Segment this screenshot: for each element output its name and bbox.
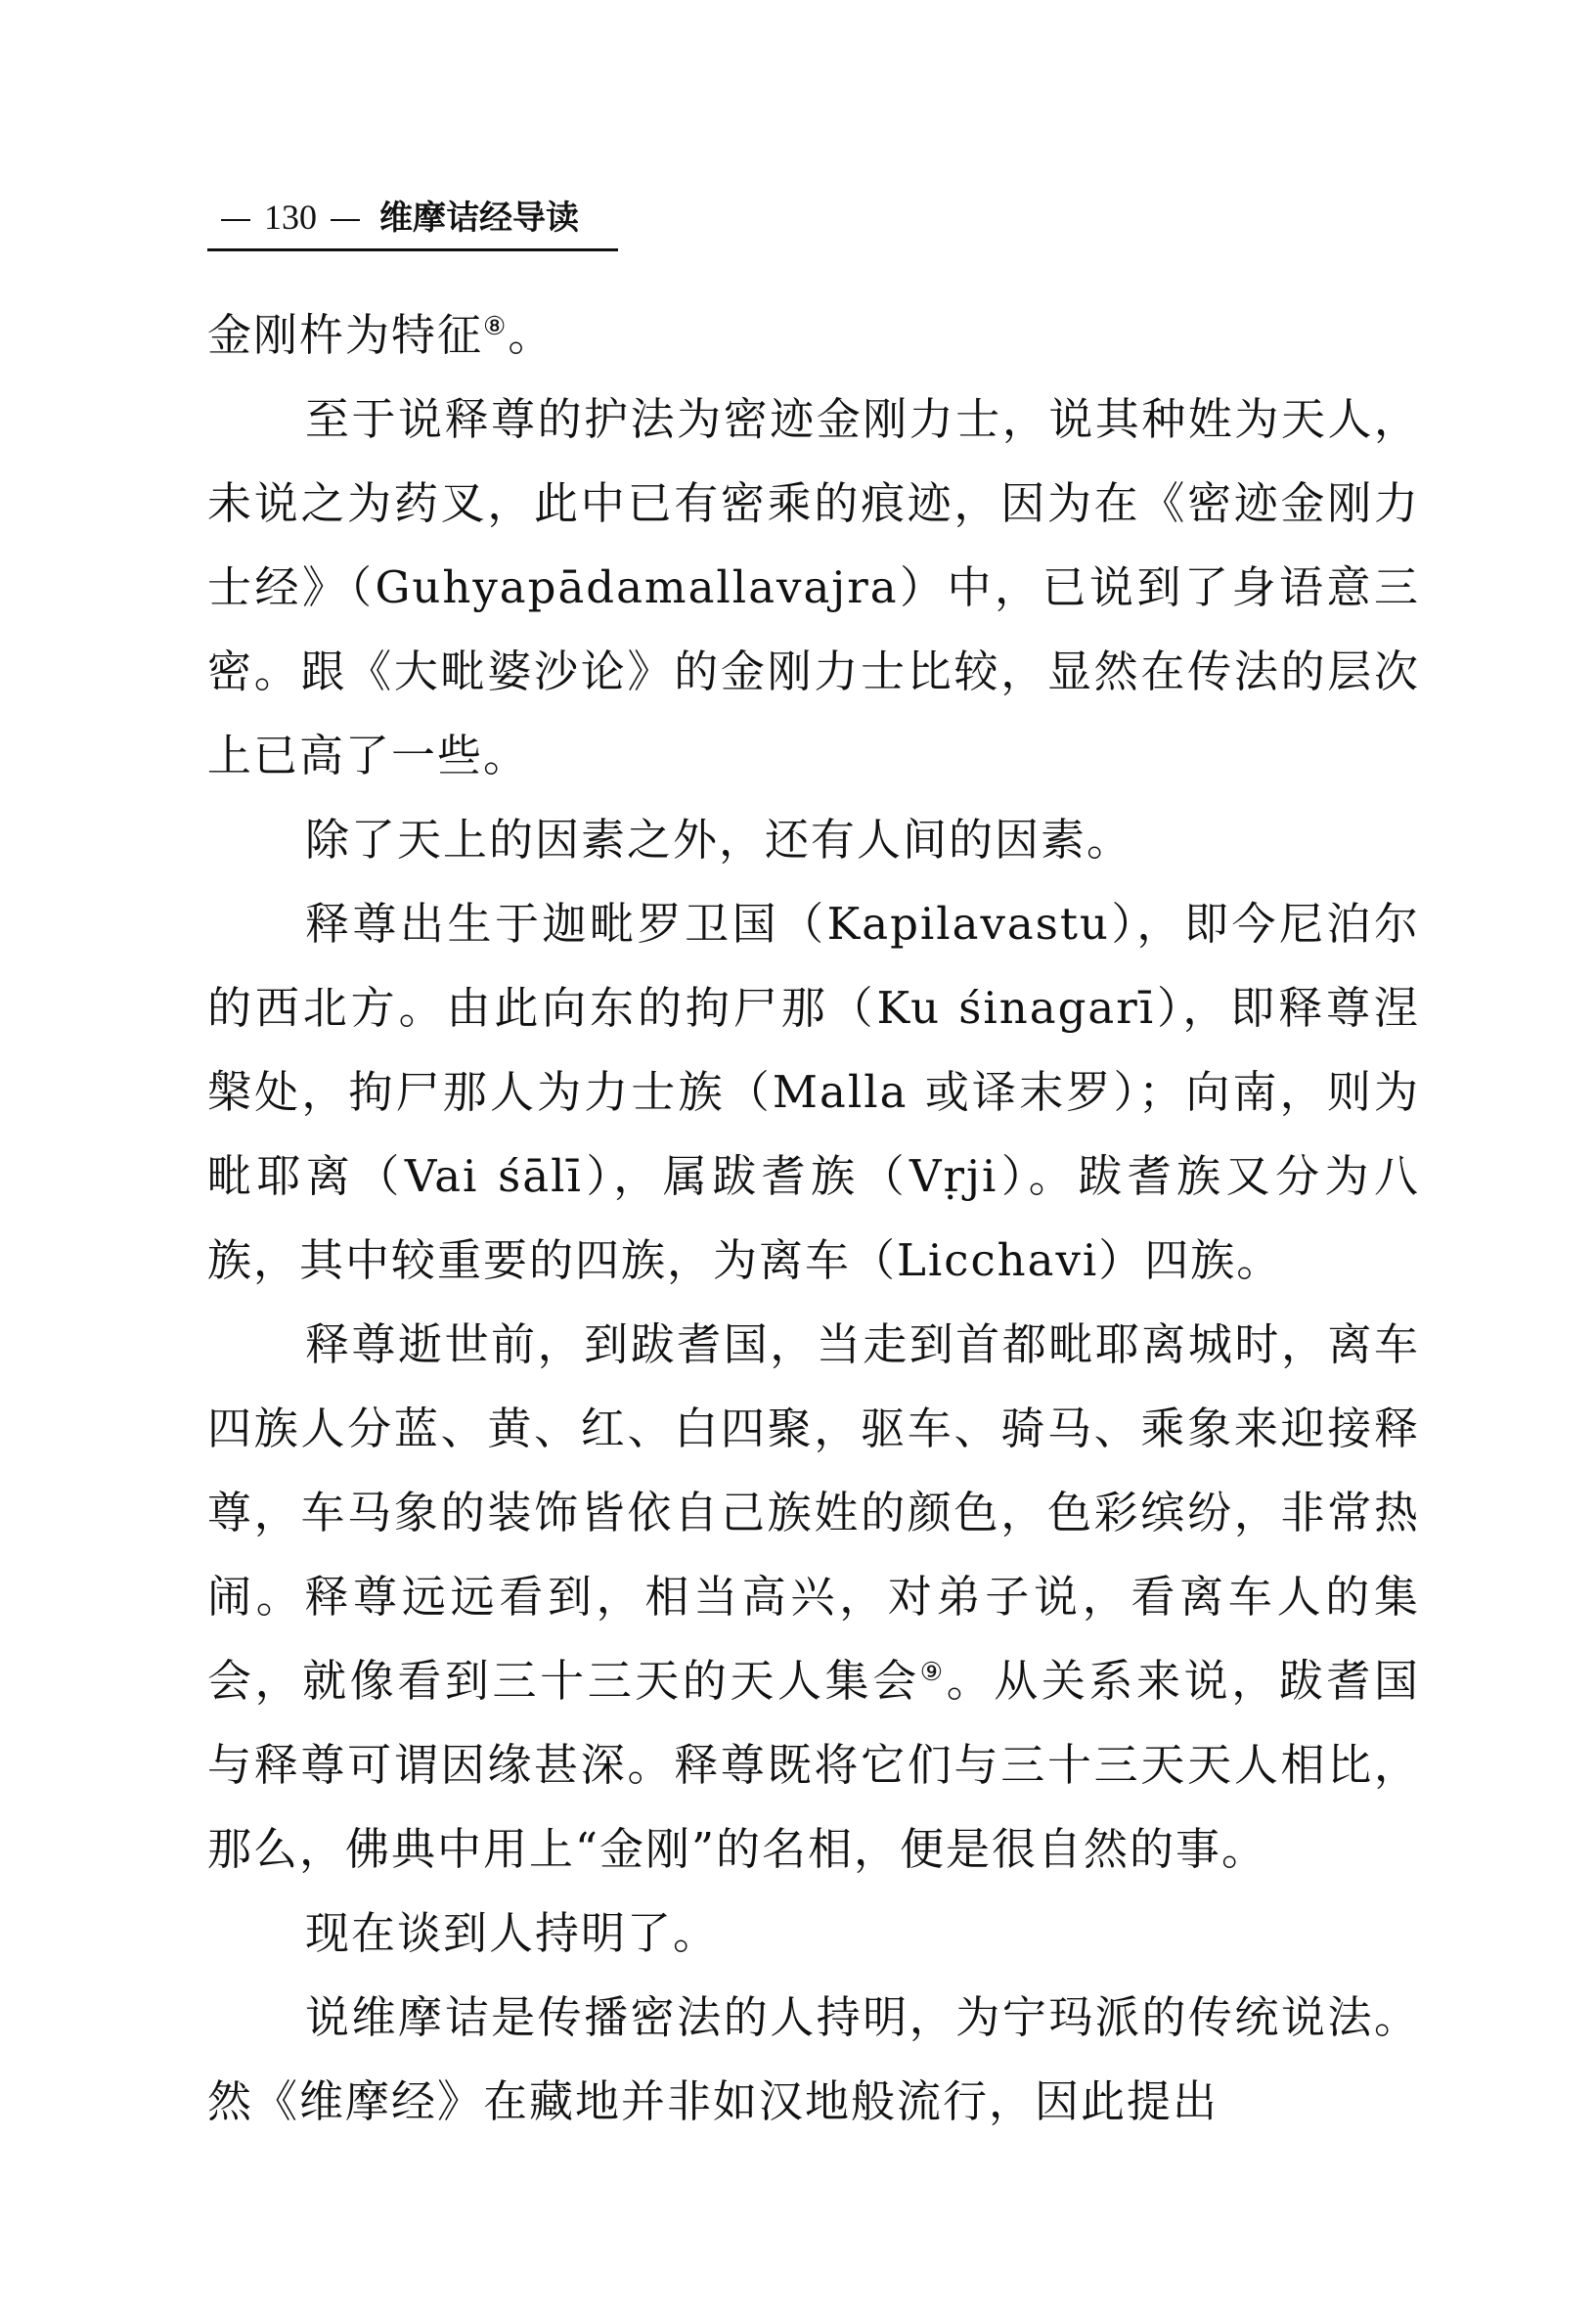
paragraph-6: 现在谈到人持明了。 <box>305 1907 720 1959</box>
paragraph-2: 至于说释尊的护法为密迹金刚力士，说其种姓为天人，未说之为药叉，此中已有密乘的痕迹，因为在《密迹金刚力士经》（Guhyapādamallavajra）中，已说到了身语意三密。跟《大毗婆沙论》的金刚力士比较，显然在传法的层次上已高了一些。 <box>207 393 1420 781</box>
header-dash-right <box>331 219 360 221</box>
paragraph-3: 除了天上的因素之外，还有人间的因素。 <box>305 814 1133 866</box>
paragraph-7: 说维摩诘是传播密法的人持明，为宁玛派的传统说法。然《维摩经》在藏地并非如汉地般流行，因此提出 <box>207 1991 1420 2127</box>
header-rule <box>207 248 618 251</box>
body-text <box>207 293 1420 2144</box>
running-header <box>207 192 618 243</box>
book-title: 维摩诘经导读 <box>379 199 579 238</box>
header-dash-left <box>221 219 250 221</box>
paragraph-1: 金刚杵为特征⑧。 <box>207 309 554 361</box>
footnote-mark-8: ⑧ <box>483 312 509 341</box>
footnote-mark-9: ⑨ <box>919 1658 947 1687</box>
page-number: 130 <box>264 198 317 237</box>
paragraph-4: 释尊出生于迦毗罗卫国（Kapilavastu），即今尼泊尔的西北方。由此向东的拘尸那（Ku śinagarī），即释尊涅槃处，拘尸那人为力士族（Malla 或译末罗）；向南，则为毗耶离（Vai śālī），属跋耆族（Vṛji）。跋耆族又分为八族，其中较重要的四族，为离车（Licchavi）四族。 <box>207 898 1420 1286</box>
paragraph-5: 释尊逝世前，到跋耆国，当走到首都毗耶离城时，离车四族人分蓝、黄、红、白四聚，驱车、骑马、乘象来迎接释尊，车马象的装饰皆依自己族姓的颜色，色彩缤纷，非常热闹。释尊远远看到，相当高兴，对弟子说，看离车人的集会，就像看到三十三天的天人集会⑨。从关系来说，跋耆国与释尊可谓因缘甚深。释尊既将它们与三十三天天人相比，那么，佛典中用上“金刚”的名相，便是很自然的事。 <box>207 1318 1420 1875</box>
